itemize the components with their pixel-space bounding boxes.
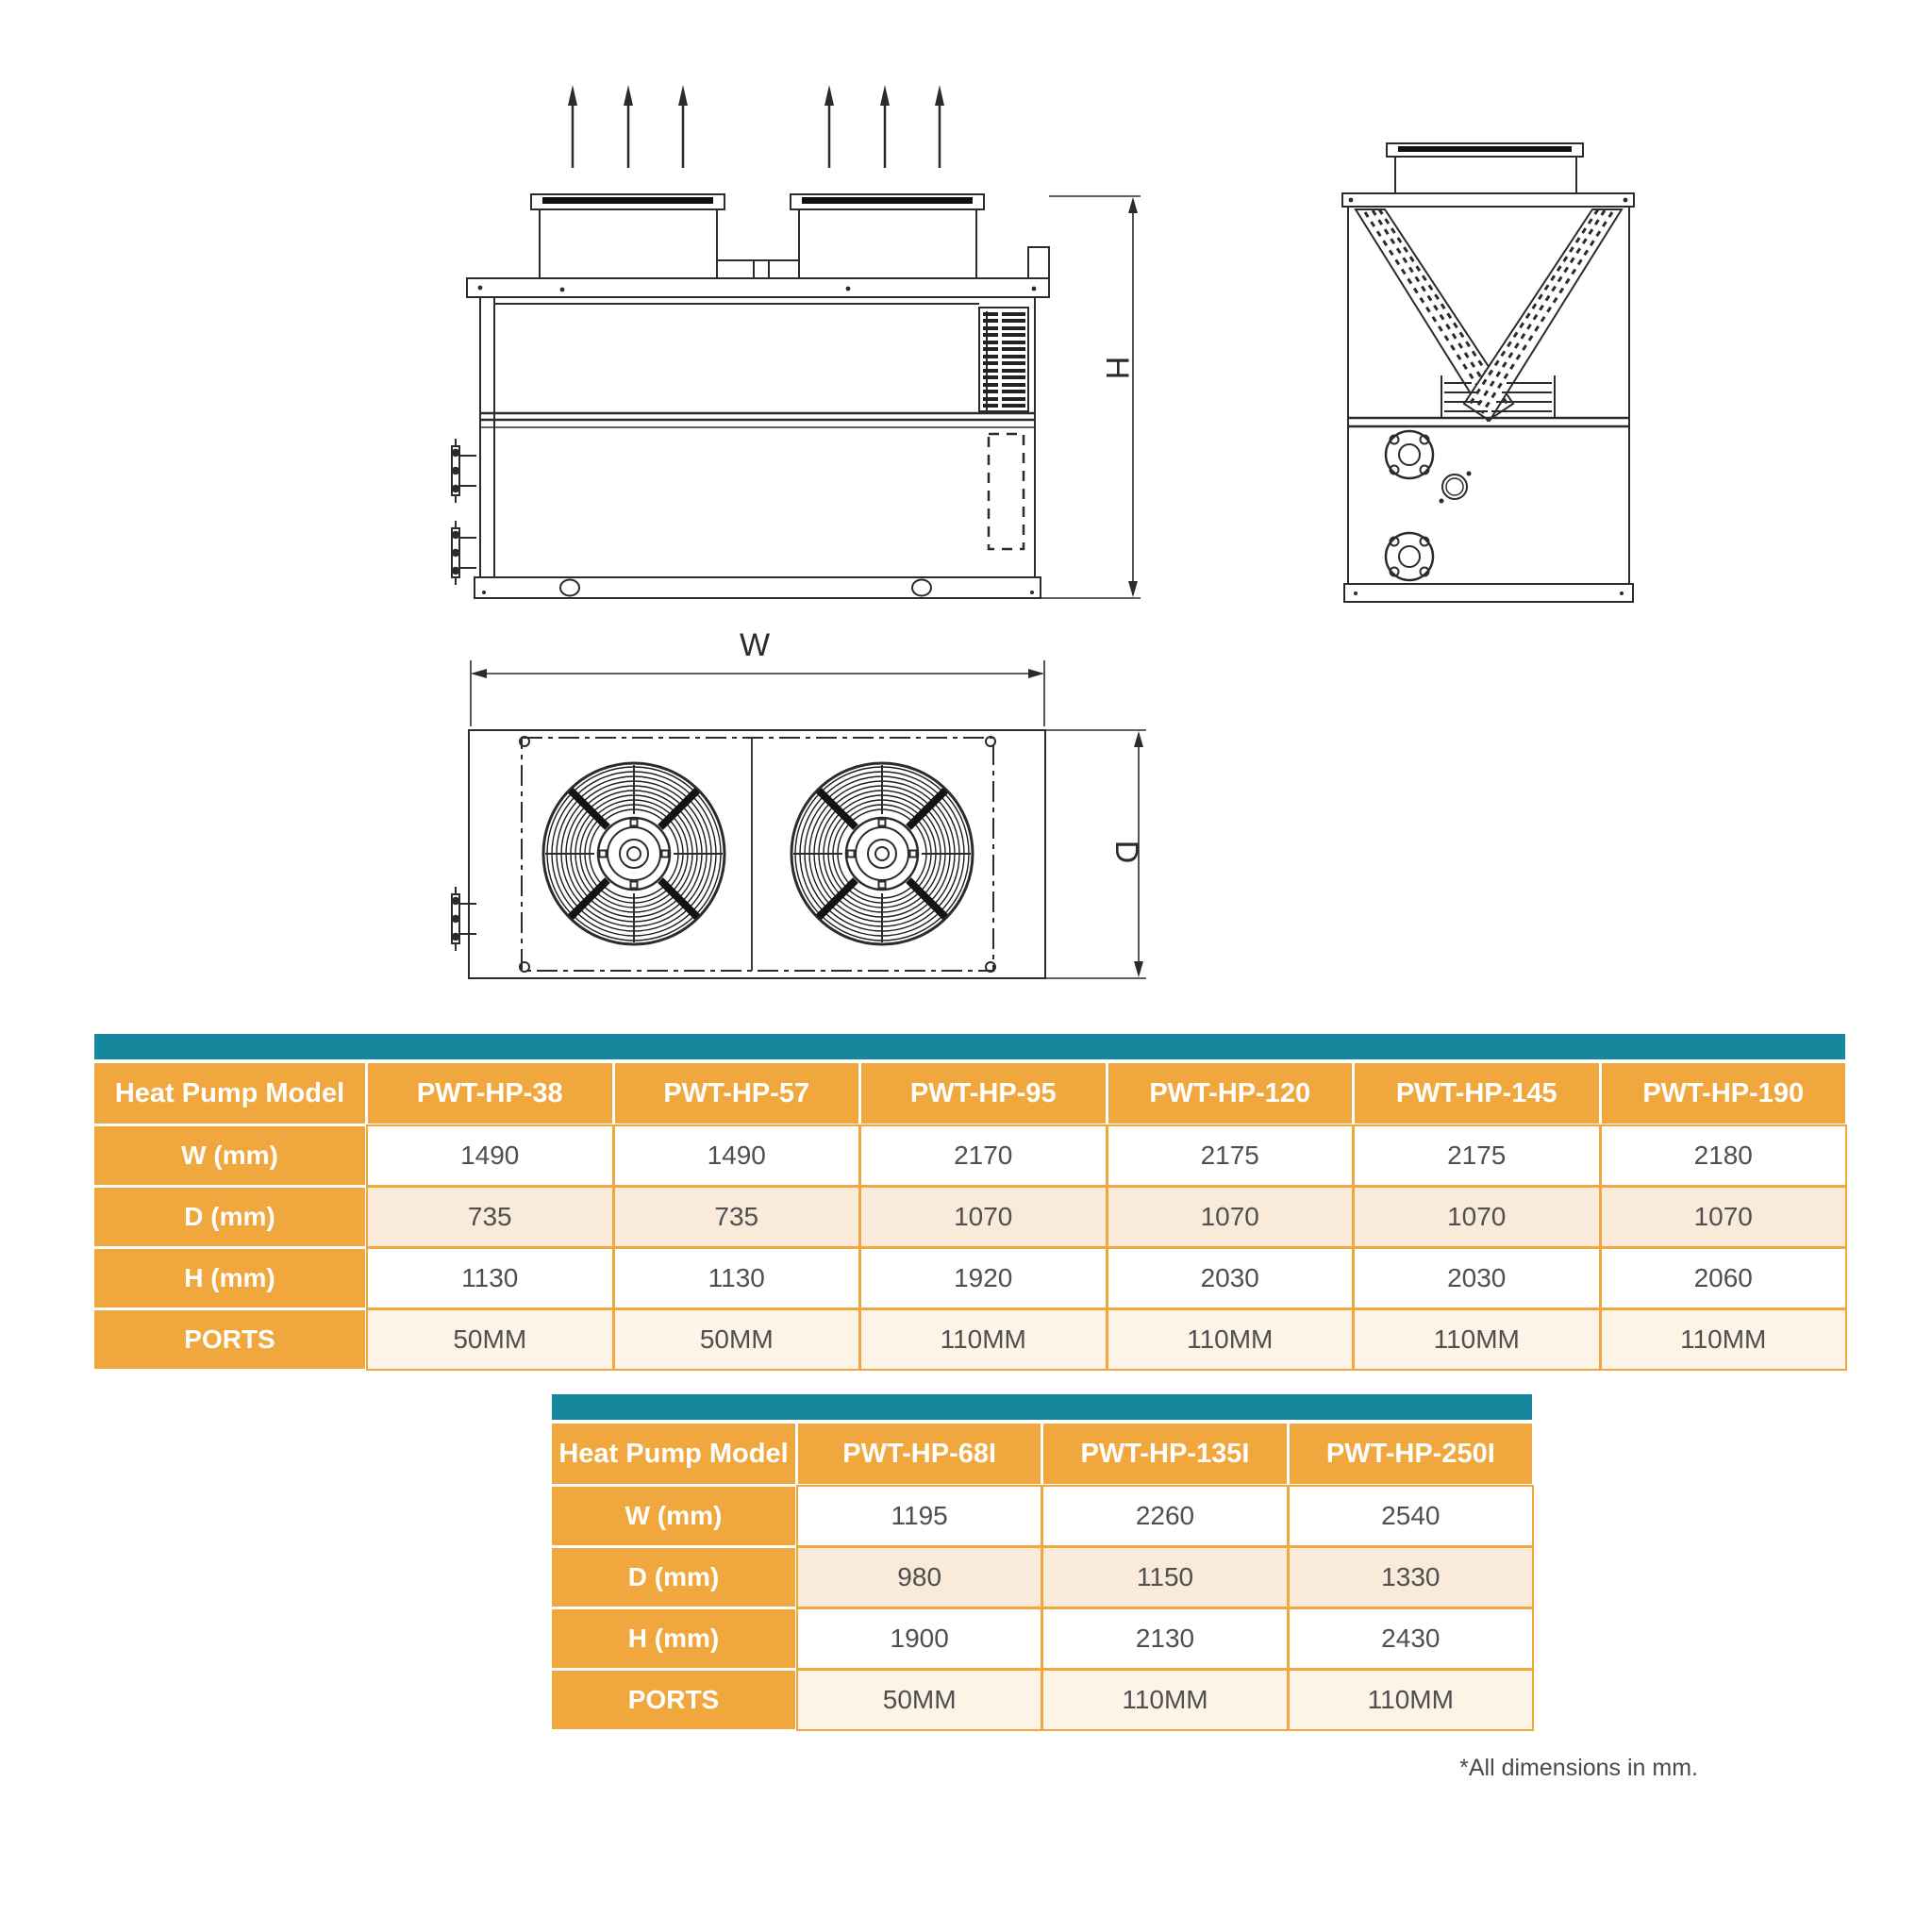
louver-grille xyxy=(979,308,1028,411)
table1-cell-w: 1490 xyxy=(368,1126,612,1185)
depth-dimension xyxy=(1045,730,1146,978)
table1-model-header: PWT-HP-120 xyxy=(1108,1063,1353,1124)
table1-cell-ports: 110MM xyxy=(1108,1310,1353,1369)
table2-cell-w: 2260 xyxy=(1043,1487,1286,1545)
table1-model-header: PWT-HP-38 xyxy=(368,1063,612,1124)
table1-cell-d: 1070 xyxy=(861,1188,1106,1246)
shroud-bridge xyxy=(717,260,799,278)
table-accent-bar xyxy=(94,1034,1845,1059)
top-view-drawing xyxy=(452,627,1146,978)
table1-model-header: PWT-HP-95 xyxy=(861,1063,1106,1124)
table1-cell-h: 2060 xyxy=(1602,1249,1846,1307)
table2-cell-ports: 110MM xyxy=(1290,1671,1532,1729)
table2-corner-header: Heat Pump Model xyxy=(552,1424,795,1484)
table2-cell-d: 1330 xyxy=(1290,1548,1532,1607)
table2-cell-d: 1150 xyxy=(1043,1548,1286,1607)
table2-cell-ports: 110MM xyxy=(1043,1671,1286,1729)
table1-cell-ports: 110MM xyxy=(861,1310,1106,1369)
table1-row-label-ports: PORTS xyxy=(94,1310,365,1369)
table2-cell-w: 2540 xyxy=(1290,1487,1532,1545)
table1-model-header: PWT-HP-190 xyxy=(1602,1063,1846,1124)
table1-cell-d: 1070 xyxy=(1602,1188,1846,1246)
table1-cell-h: 1130 xyxy=(615,1249,859,1307)
table2-cell-h: 1900 xyxy=(798,1609,1041,1668)
table-accent-bar xyxy=(552,1394,1532,1420)
front-view-drawing xyxy=(452,85,1141,598)
dimensions-footnote: *All dimensions in mm. xyxy=(1459,1755,1698,1781)
table2-cell-h: 2430 xyxy=(1290,1609,1532,1668)
water-port-flange-bottom xyxy=(1386,533,1433,580)
dimensions-table-inverter xyxy=(552,1394,1532,1729)
dimensions-table-main xyxy=(94,1034,1845,1369)
table2-cell-w: 1195 xyxy=(798,1487,1041,1545)
height-dimension xyxy=(1041,196,1141,598)
cabinet-body xyxy=(480,297,1035,577)
top-cap xyxy=(467,278,1049,297)
table1-cell-d: 735 xyxy=(615,1188,859,1246)
lifting-lug xyxy=(1028,247,1049,278)
table1-row-label-w: W (mm) xyxy=(94,1126,365,1185)
table1-cell-h: 1920 xyxy=(861,1249,1106,1307)
width-dimension-label: W xyxy=(739,627,771,663)
fan-shroud-right xyxy=(791,194,984,278)
table1-cell-w: 1490 xyxy=(615,1126,859,1185)
table2-model-header: PWT-HP-250I xyxy=(1290,1424,1532,1484)
table1-cell-ports: 110MM xyxy=(1602,1310,1846,1369)
table2-model-header: PWT-HP-68I xyxy=(798,1424,1041,1484)
table1-cell-ports: 50MM xyxy=(615,1310,859,1369)
table1-cell-w: 2175 xyxy=(1355,1126,1599,1185)
table1-corner-header: Heat Pump Model xyxy=(94,1063,365,1124)
airflow-arrows xyxy=(568,85,944,168)
table1-cell-ports: 50MM xyxy=(368,1310,612,1369)
dashed-panel xyxy=(989,434,1024,549)
table2-cell-d: 980 xyxy=(798,1548,1041,1607)
side-base-rail xyxy=(1344,584,1633,602)
table1-cell-h: 1130 xyxy=(368,1249,612,1307)
side-top-cap xyxy=(1342,193,1634,207)
table1-row-label-d: D (mm) xyxy=(94,1188,365,1246)
height-dimension-label: H xyxy=(1099,356,1136,380)
table1-cell-w: 2170 xyxy=(861,1126,1106,1185)
table1-cell-h: 2030 xyxy=(1355,1249,1599,1307)
table1-cell-h: 2030 xyxy=(1108,1249,1353,1307)
table2-row-label-d: D (mm) xyxy=(552,1548,795,1607)
table1-cell-d: 735 xyxy=(368,1188,612,1246)
fan-shroud-left xyxy=(531,194,724,278)
table2-model-header: PWT-HP-135I xyxy=(1043,1424,1286,1484)
table2-row-label-ports: PORTS xyxy=(552,1671,795,1729)
table2-row-label-h: H (mm) xyxy=(552,1609,795,1668)
v-coil xyxy=(1356,209,1622,421)
table1-cell-d: 1070 xyxy=(1108,1188,1353,1246)
table2-cell-ports: 50MM xyxy=(798,1671,1041,1729)
table1-model-header: PWT-HP-57 xyxy=(615,1063,859,1124)
table1-cell-d: 1070 xyxy=(1355,1188,1599,1246)
small-valve xyxy=(1440,472,1472,504)
table1-cell-w: 2180 xyxy=(1602,1126,1846,1185)
table1-cell-w: 2175 xyxy=(1108,1126,1353,1185)
table1-row-label-h: H (mm) xyxy=(94,1249,365,1307)
table2-row-label-w: W (mm) xyxy=(552,1487,795,1545)
water-port-flange-top xyxy=(1386,431,1433,478)
depth-dimension-label: D xyxy=(1108,840,1145,864)
table2-cell-h: 2130 xyxy=(1043,1609,1286,1668)
side-view-drawing xyxy=(1342,143,1634,602)
table1-cell-ports: 110MM xyxy=(1355,1310,1599,1369)
width-dimension xyxy=(471,627,1044,726)
table1-model-header: PWT-HP-145 xyxy=(1355,1063,1599,1124)
